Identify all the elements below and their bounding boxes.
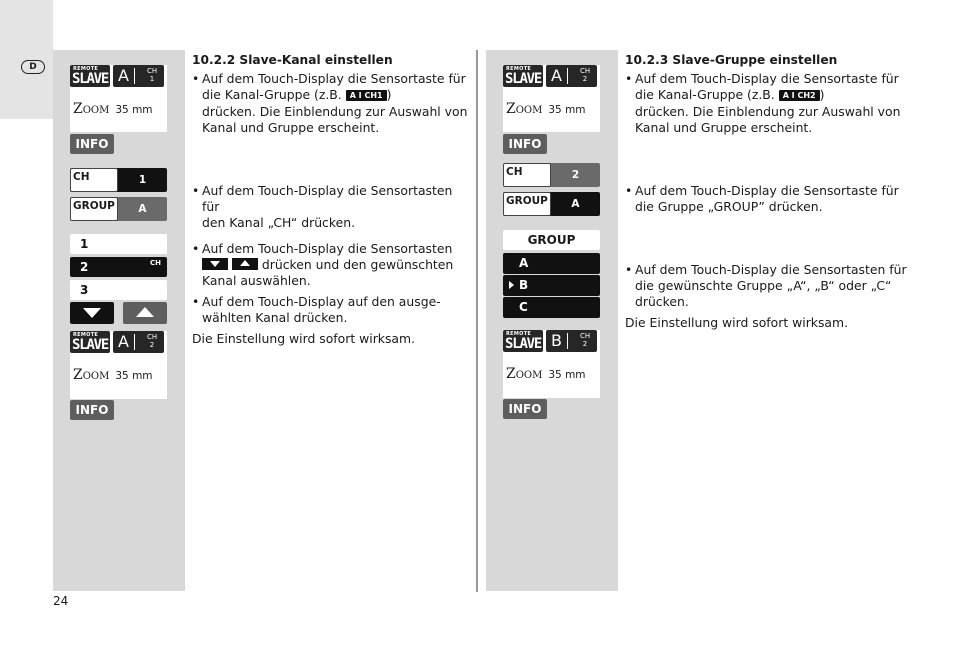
zoom-readout: ZOOM 35 mm [506, 101, 586, 117]
group-select-row[interactable] [503, 192, 600, 216]
channel-group-chip: A I CH1 [346, 90, 387, 101]
group-letter: A [118, 66, 129, 85]
channel-option-1[interactable]: 1 [70, 234, 167, 254]
channel-number: CH 2 [580, 67, 591, 83]
channel-group-badge[interactable] [546, 65, 597, 87]
left-text-bullet-4: • Auf dem Touch-Display auf den ausge- wählten Kanal drücken. [192, 294, 441, 326]
slave-mode-badge[interactable] [70, 65, 110, 87]
channel-option-3[interactable]: 3 [70, 280, 167, 300]
channel-group-chip: A I CH2 [779, 90, 820, 101]
section-heading: 10.2.2 Slave-Kanal einstellen [192, 53, 393, 67]
section-heading: 10.2.3 Slave-Gruppe einstellen [625, 53, 838, 67]
channel-number: CH 1 [147, 67, 158, 83]
slave-label: SLAVE [72, 71, 109, 87]
channel-number: CH 2 [580, 332, 591, 348]
zoom-readout: ZOOM 35 mm [506, 366, 586, 382]
status-bar [503, 330, 597, 352]
display-screen-4 [503, 330, 600, 398]
group-letter: A [118, 332, 129, 351]
scroll-up-button[interactable] [123, 302, 167, 324]
right-text-column [625, 52, 915, 136]
display-screen-1 [70, 65, 167, 132]
slave-mode-badge[interactable] [70, 331, 110, 353]
left-text-bullet-3: • Auf dem Touch-Display die Sensortasten drücken und den gewünschten Kanal auswählen. [192, 241, 454, 289]
page-number: 24 [53, 594, 69, 608]
zoom-readout: ZOOM 35 mm [73, 101, 153, 117]
slave-label: SLAVE [505, 336, 542, 352]
group-value: A [571, 198, 580, 210]
instruction-bullet: • Auf dem Touch-Display die Sensortaste für die Kanal-Gruppe (z.B. A I CH2 ) drücken. Die Einblendung zur Auswahl von Kanal und Gruppe erscheint. [625, 71, 901, 135]
group-option-b[interactable]: B [503, 275, 600, 296]
channel-label: CH [70, 168, 118, 192]
display-screen-3 [503, 65, 600, 132]
remote-label: REMOTE [73, 332, 99, 338]
group-list-header: GROUP [503, 230, 600, 250]
scroll-down-button[interactable] [70, 302, 114, 324]
info-button[interactable]: INFO [503, 399, 547, 419]
slave-label: SLAVE [505, 71, 542, 87]
right-text-bullet-3: • Auf dem Touch-Display die Sensortasten für die gewünschte Gruppe „A“, „B“ oder „C“ drücken. [625, 262, 907, 310]
status-bar [70, 65, 164, 87]
instruction-bullet: • Auf dem Touch-Display die Sensortaste für die Kanal-Gruppe (z.B. A I CH1 ) drücken. Die Einblendung zur Auswahl von Kanal und Gruppe erscheint. [192, 71, 468, 135]
channel-group-badge[interactable] [546, 330, 597, 352]
badge-separator [567, 68, 568, 84]
remote-label: REMOTE [73, 66, 99, 72]
left-text-column [192, 52, 472, 136]
left-note: Die Einstellung wird sofort wirksam. [192, 331, 416, 346]
display-screen-2 [70, 331, 167, 399]
remote-label: REMOTE [506, 66, 532, 72]
channel-group-badge[interactable] [113, 65, 164, 87]
badge-separator [134, 334, 135, 350]
info-button[interactable]: INFO [70, 400, 114, 420]
group-letter: A [551, 66, 562, 85]
slave-mode-badge[interactable] [503, 65, 543, 87]
channel-select-row[interactable] [70, 168, 167, 192]
group-label: GROUP [70, 197, 118, 221]
group-value: A [138, 203, 147, 215]
status-bar [503, 65, 597, 87]
arrow-down-icon [83, 308, 101, 318]
badge-separator [567, 333, 568, 349]
arrow-down-icon [202, 258, 228, 270]
group-option-c[interactable]: C [503, 297, 600, 318]
channel-number: CH 2 [147, 333, 158, 349]
group-option-a[interactable]: A [503, 253, 600, 274]
language-badge: D [21, 60, 45, 74]
column-divider [476, 50, 478, 592]
channel-value: 2 [571, 169, 580, 181]
slave-label: SLAVE [72, 337, 109, 353]
group-letter: B [551, 331, 562, 350]
remote-label: REMOTE [506, 331, 532, 337]
zoom-readout: ZOOM 35 mm [73, 367, 153, 383]
channel-label: CH [503, 163, 551, 187]
status-bar [70, 331, 164, 353]
info-button[interactable]: INFO [503, 134, 547, 154]
info-button[interactable]: INFO [70, 134, 114, 154]
channel-group-badge[interactable] [113, 331, 164, 353]
arrow-up-icon [136, 307, 154, 317]
selected-marker-icon [509, 281, 514, 289]
right-note: Die Einstellung wird sofort wirksam. [625, 315, 849, 330]
group-label: GROUP [503, 192, 551, 216]
channel-option-2[interactable]: 2 CH [70, 257, 167, 277]
group-select-row[interactable] [70, 197, 167, 221]
channel-select-row[interactable] [503, 163, 600, 187]
right-text-bullet-2: • Auf dem Touch-Display die Sensortaste für die Gruppe „GROUP” drücken. [625, 183, 899, 215]
badge-separator [134, 68, 135, 84]
arrow-up-icon [232, 258, 258, 270]
left-text-bullet-2: • Auf dem Touch-Display die Sensortasten für den Kanal „CH“ drücken. [192, 183, 453, 231]
slave-mode-badge[interactable] [503, 330, 543, 352]
channel-value: 1 [138, 174, 147, 186]
